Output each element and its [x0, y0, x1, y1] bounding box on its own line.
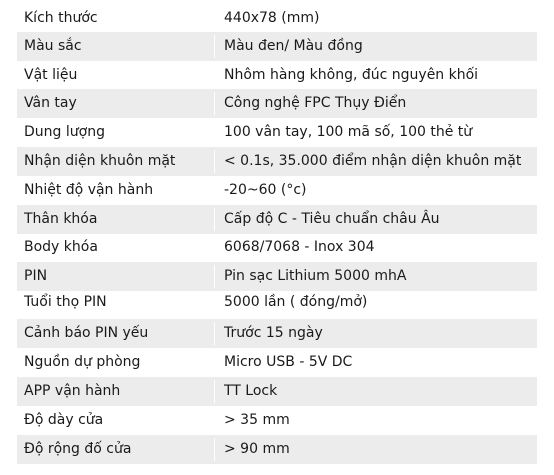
spec-label: Nhiệt độ vận hành: [24, 182, 154, 198]
spec-row-do-day-cua: [17, 406, 537, 435]
spec-row-dung-luong: [17, 118, 537, 147]
spec-label: Vật liệu: [24, 67, 78, 83]
spec-value: Nhôm hàng không, đúc nguyên khối: [224, 67, 479, 83]
spec-label: PIN: [24, 268, 48, 284]
spec-value: Cấp độ C - Tiêu chuẩn châu Âu: [224, 211, 440, 227]
spec-label: Cảnh báo PIN yếu: [24, 325, 149, 341]
spec-label: Thân khóa: [24, 211, 98, 227]
spec-value: -20~60 (°c): [224, 182, 307, 198]
spec-row-app-van-hanh: [17, 377, 537, 406]
spec-label: Dung lượng: [24, 124, 105, 140]
spec-value: Công nghệ FPC Thụy Điển: [224, 95, 407, 111]
spec-row-pin: [17, 262, 537, 291]
spec-label: Độ dày cửa: [24, 412, 104, 428]
spec-row-than-khoa: [17, 205, 537, 234]
column-divider: [214, 208, 215, 231]
spec-row-nguon-du-phong: [17, 348, 537, 377]
column-divider: [214, 150, 215, 173]
spec-value: Trước 15 ngày: [224, 325, 323, 341]
spec-label: Tuổi thọ PIN: [24, 294, 107, 310]
spec-row-van-tay: [17, 89, 537, 118]
spec-value: 6068/7068 - Inox 304: [224, 239, 375, 255]
spec-label: APP vận hành: [24, 383, 121, 399]
spec-label: Nhận diện khuôn mặt: [24, 153, 176, 169]
spec-row-kich-thuoc: [17, 4, 537, 33]
column-divider: [214, 35, 215, 58]
spec-row-canh-bao-pin-yeu: [17, 319, 537, 348]
spec-value: 5000 lần ( đóng/mở): [224, 294, 368, 310]
spec-label: Kích thước: [24, 10, 98, 26]
spec-value: Micro USB - 5V DC: [224, 354, 353, 370]
spec-row-mau-sac: [17, 32, 537, 61]
column-divider: [214, 322, 215, 345]
column-divider: [214, 380, 215, 403]
spec-label: Nguồn dự phòng: [24, 354, 141, 370]
spec-label: Độ rộng đố cửa: [24, 441, 132, 457]
spec-value: TT Lock: [224, 383, 278, 399]
spec-row-nhan-dien-khuon-mat: [17, 147, 537, 176]
spec-value: Pin sạc Lithium 5000 mhA: [224, 268, 407, 284]
spec-row-vat-lieu: [17, 61, 537, 90]
spec-label: Body khóa: [24, 239, 98, 255]
spec-label: Màu sắc: [24, 38, 82, 54]
spec-row-body-khoa: [17, 233, 537, 262]
column-divider: [214, 265, 215, 288]
spec-value: > 90 mm: [224, 441, 290, 457]
spec-value: Màu đen/ Màu đồng: [224, 38, 363, 54]
spec-row-do-rong-do-cua: [17, 435, 537, 464]
column-divider: [214, 438, 215, 461]
spec-label: Vân tay: [24, 95, 77, 111]
spec-value: < 0.1s, 35.000 điểm nhận diện khuôn mặt: [224, 153, 522, 169]
spec-value: 100 vân tay, 100 mã số, 100 thẻ từ: [224, 124, 473, 140]
column-divider: [214, 92, 215, 115]
spec-row-nhiet-do-van-hanh: [17, 176, 537, 205]
spec-value: > 35 mm: [224, 412, 290, 428]
spec-row-tuoi-tho-pin: [17, 288, 537, 317]
spec-value: 440x78 (mm): [224, 10, 320, 26]
